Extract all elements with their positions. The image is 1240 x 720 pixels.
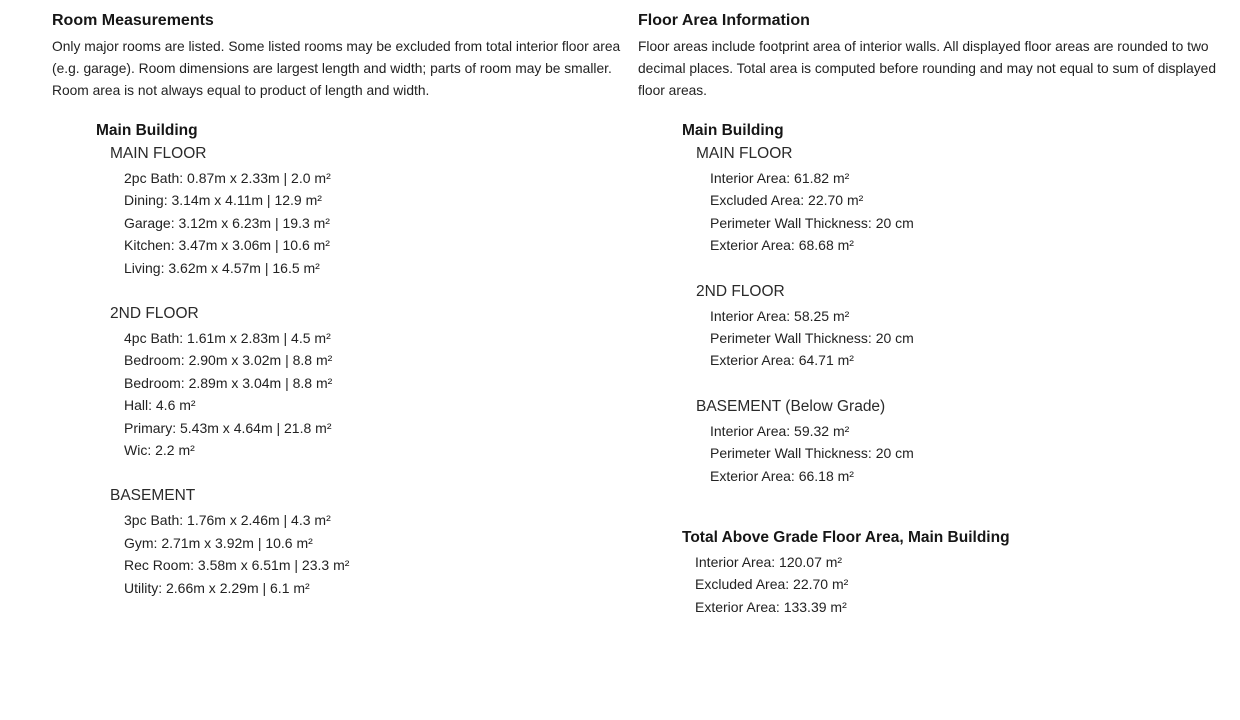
floor-lines <box>696 305 1223 372</box>
detail-line: Excluded Area: 22.70 m² <box>710 192 864 209</box>
detail-line: Living: 3.62m x 4.57m | 16.5 m² <box>124 259 320 276</box>
description-line: decimal places. Total area is computed before rounding and may not equal to sum of displayed <box>638 61 1217 76</box>
detail-line: Garage: 3.12m x 6.23m | 19.3 m² <box>124 214 330 231</box>
floor-area-title: Floor Area Information <box>638 12 810 29</box>
room-measurements-floors <box>52 145 637 599</box>
detail-line: 2pc Bath: 0.87m x 2.33m | 2.0 m² <box>124 170 331 186</box>
detail-line: Primary: 5.43m x 4.64m | 21.8 m² <box>124 419 332 436</box>
detail-line: 3pc Bath: 1.76m x 2.46m | 4.3 m² <box>124 512 331 529</box>
floor-lines <box>696 420 1223 487</box>
detail-line: Rec Room: 3.58m x 6.51m | 23.3 m² <box>124 557 350 574</box>
detail-line: Bedroom: 2.90m x 3.02m | 8.8 m² <box>124 352 333 369</box>
floor-lines <box>110 167 637 279</box>
floor-section <box>696 398 1223 487</box>
total-above-grade-lines <box>682 551 1223 618</box>
detail-line: Utility: 2.66m x 2.29m | 6.1 m² <box>124 579 310 596</box>
detail-line: Excluded Area: 22.70 m² <box>695 576 849 593</box>
detail-line: Exterior Area: 68.68 m² <box>710 237 854 254</box>
detail-line: Exterior Area: 66.18 m² <box>710 467 854 484</box>
building-name: Main Building <box>682 122 784 139</box>
detail-line: Perimeter Wall Thickness: 20 cm <box>710 214 914 231</box>
floor-name: BASEMENT <box>110 487 196 505</box>
room-measurements-description <box>52 36 637 102</box>
room-measurements-title: Room Measurements <box>52 12 214 29</box>
floor-name: 2ND FLOOR <box>110 305 199 323</box>
floor-section <box>110 145 637 279</box>
floor-section <box>696 145 1223 257</box>
detail-line: Exterior Area: 133.39 m² <box>695 598 847 615</box>
floor-area-floors <box>638 145 1223 487</box>
floor-name: BASEMENT (Below Grade) <box>696 397 886 415</box>
floor-area-description <box>638 36 1223 102</box>
floor-lines <box>696 167 1223 257</box>
detail-line: Interior Area: 61.82 m² <box>710 170 850 186</box>
floor-section <box>110 487 637 599</box>
floor-lines <box>110 327 637 461</box>
total-above-grade-title: Total Above Grade Floor Area, Main Building <box>682 529 1010 547</box>
description-line: Floor areas include footprint area of interior walls. All displayed floor areas are rounded to two <box>638 39 1209 54</box>
detail-line: Hall: 4.6 m² <box>124 397 196 414</box>
detail-line: 4pc Bath: 1.61m x 2.83m | 4.5 m² <box>124 330 331 347</box>
detail-line: Perimeter Wall Thickness: 20 cm <box>710 445 914 462</box>
floor-name: MAIN FLOOR <box>696 145 793 162</box>
detail-line: Kitchen: 3.47m x 3.06m | 10.6 m² <box>124 237 330 254</box>
detail-line: Exterior Area: 64.71 m² <box>710 352 854 369</box>
detail-line: Interior Area: 58.25 m² <box>710 307 850 324</box>
detail-line: Wic: 2.2 m² <box>124 442 195 459</box>
detail-line: Gym: 2.71m x 3.92m | 10.6 m² <box>124 534 313 551</box>
detail-line: Interior Area: 120.07 m² <box>695 554 843 571</box>
floor-name: MAIN FLOOR <box>110 145 207 162</box>
building-name: Main Building <box>96 122 198 139</box>
total-above-grade-block <box>682 529 1223 618</box>
description-line: Only major rooms are listed. Some listed rooms may be excluded from total interior floor area <box>52 39 621 54</box>
detail-line: Perimeter Wall Thickness: 20 cm <box>710 330 914 347</box>
floor-section <box>110 305 637 461</box>
detail-line: Bedroom: 2.89m x 3.04m | 8.8 m² <box>124 374 333 391</box>
room-measurements-section <box>52 12 637 599</box>
floor-name: 2ND FLOOR <box>696 282 785 300</box>
floor-lines <box>110 509 637 599</box>
floor-section <box>696 283 1223 372</box>
detail-line: Interior Area: 59.32 m² <box>710 422 850 439</box>
description-line: Room area is not always equal to product of length and width. <box>52 83 430 98</box>
description-line: floor areas. <box>638 83 708 98</box>
description-line: (e.g. garage). Room dimensions are largest length and width; parts of room may be smaller. <box>52 61 612 76</box>
floor-area-section <box>638 12 1223 618</box>
detail-line: Dining: 3.14m x 4.11m | 12.9 m² <box>124 192 322 209</box>
